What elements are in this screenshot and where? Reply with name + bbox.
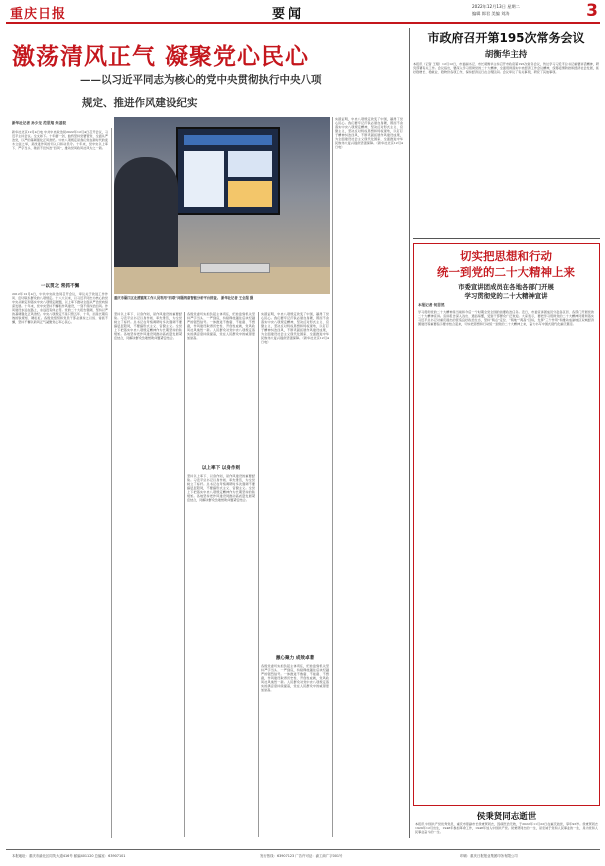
- headline-subtitle-1: ——以习近平同志为核心的党中央贯彻执行中央八项: [80, 74, 322, 86]
- news-photo: [114, 117, 330, 294]
- photo-caption: 重庆市綦江区北渡镇某工作人员利用“四联”问题线索智能分析平台排查。 新华社记者 王全超 摄: [114, 296, 254, 300]
- main-col4-text-a: 实践证明，中央八项规定改变了中国，赢得了党心民心。我们要牢记打铁必须自身硬，锲而不舍落实中央八项规定精神，坚决反对形式主义、官僚主义，坚决反对特权思想和特权现象，以钉钉子精神纠治四风，不断巩固拓展作风建设成果，为全面建设社会主义现代化国家、全面推进中华民族伟大复兴提供坚强保障。（新华社北京12月4日电）: [261, 312, 329, 345]
- main-byline: 新华社记者 孙少龙 范思翔 朱基钗: [12, 121, 67, 125]
- footer-middle: 发行热线：63907123 广告许可证：渝工商广字001号: [260, 854, 343, 858]
- article2-subtitle: 胡衡华主持: [484, 50, 528, 60]
- article3-body: 学习贯彻党的二十大精神是当前和今后一个时期全党全国的首要政治任务。近日，市委宣讲团成员分赴各区县、各部门开展党的二十大精神宣讲。宣讲报告深入浅出、通俗易懂，受到干部群众广泛欢迎。大家表示，要把学习贯彻党的二十大精神同贯彻落实习近平总书记对重庆提出的营造良好政治生态，坚持“两点”定位、“两地”“两高”目标，发挥“三个作用”和推动成渝地区双城经济圈建设等重要指示要求结合起来，切实把思想和行动统一到党的二十大精神上来，奋力书写中国式现代化重庆篇章。: [418, 310, 594, 327]
- article3-title-line1: 切实把思想和行动: [460, 249, 552, 263]
- masthead-date: 2022年12月13日 星期二: [472, 4, 520, 9]
- article3-subtitle-line2: 学习贯彻党的二十大精神宣讲: [464, 292, 548, 300]
- main-section-heading-2: 以上率下 以身作则: [201, 466, 241, 471]
- article3-title-line2: 统一到党的二十大精神上来: [437, 265, 575, 279]
- article4-title: 侯秉贤同志逝世: [476, 812, 537, 822]
- article4-body: 本报讯 中国共产党优秀党员，重庆市原副市长侯秉贤同志，因病医治无效，于2022年11月22日在重庆逝世，享年93岁。侯秉贤同志1929年12月出生，1948年参加革命工作，1948年加入中国共产党。侯秉贤同志的一生，是忠诚于党和人民事业的一生，是为党和人民事业奋斗的一生。: [415, 822, 598, 835]
- footer-right: 印刷：重庆日报报业集团印务有限公司: [460, 854, 518, 858]
- col-divider-1: [111, 128, 112, 838]
- article3-box: [413, 243, 600, 806]
- masthead-editors: 编辑 郎君 美编 刘涛: [472, 11, 510, 16]
- article2-title: 市政府召开第195次常务会议: [427, 31, 585, 45]
- main-col4-text-b: 各级党委切实担负起主体责任，纪检监察机关坚持严字当头、一严到底，持续释放越往后执纪越严的强烈信号。一体推进不敢腐、不能腐、不想腐，作风建设取得历史性、开创性成就，党风政风社风焕然一新。人民群众对党中央八项规定落实的满意度持续提高，党在人民群众中的威望更加崇高。: [261, 664, 329, 693]
- col-divider-3: [258, 312, 259, 837]
- article3-byline: 本报记者 何思然: [418, 303, 445, 307]
- photo-keyboard: [200, 263, 270, 273]
- masthead: [0, 0, 605, 24]
- newspaper-logo: 重庆日报: [10, 7, 67, 22]
- main-section-heading-3: 激心聚力 成效卓著: [275, 656, 315, 661]
- footer-left: 本报地址：重庆市渝北区同茂大道416号 邮编401120 总编室：63907101: [12, 854, 126, 858]
- masthead-rule: [6, 22, 600, 24]
- main-headline: 激荡清风正气 凝聚党心民心: [12, 44, 310, 70]
- article2-body: 本报讯（记者 王翔）12月12日，市委副书记、市长胡衡华主持召开市政府第195次常务会议，传达学习习近平总书记重要讲话精神，研究部署有关工作。会议指出，要深入学习贯彻党的二十大精神，全面贯彻落实中央经济工作会议精神，统筹疫情防控和经济社会发展，抓好稳增长、稳就业、稳物价各项工作，保持经济运行在合理区间。会议审议了有关事项，研究了其他事项。: [413, 62, 599, 75]
- article4-box: [413, 810, 600, 840]
- main-col1-text: 2012年12月4日，中共中央政治局召开会议，审议关于改进工作作风、密切联系群众的八项规定。十八大以来，以习近平同志为核心的党中央从制定和落实中央八项规定破题，以上率下推动全面从严治党向纵深发展。十年来，党中央坚持不懈抓作风建设，一刻不停纠治四风。作风建设永远在路上，永远没有休止符。党的二十大报告强调，坚持以严的基调强化正风肃纪。中央八项规定不是只管五年、十年，而是长期有效的铁规矩、硬杠杠。各级党组织和党员干部必须持之以恒、常抓不懈，坚持不懈以新风正气凝聚党心军心民心。: [12, 292, 108, 325]
- main-col5-text: 实践证明，中央八项规定改变了中国，赢得了党心民心。我们要牢记打铁必须自身硬，锲而不舍落实中央八项规定精神，坚决反对形式主义、官僚主义，坚决反对特权思想和特权现象，以钉钉子精神纠治四风，不断巩固拓展作风建设成果，为全面建设社会主义现代化国家、全面推进中华民族伟大复兴提供坚强保障。（新华社北京12月4日电）: [335, 117, 403, 150]
- photo-monitor: [176, 127, 280, 215]
- col-divider-4: [332, 117, 333, 837]
- main-col2-text: 坚持以上率下、以身作则，是作风建设的重要经验。习近平总书记以身作则、率先垂范，为全党树立了标杆。总书记在考察调研时多次强调不要搞层层陪同，不要搞形式主义、官僚主义。全党上下把落实中央八项规定精神作为长期坚持的铁规矩。各地坚持把作风建设同推动高质量发展紧密结合，同解决群众急难愁盼问题紧密结合。: [114, 312, 182, 341]
- main-section-heading-1: 一以贯之 常抓不懈: [40, 284, 80, 289]
- main-col3-text-a: 各级党委切实担负起主体责任，纪检监察机关坚持严字当头、一严到底，持续释放越往后执纪越严的强烈信号。一体推进不敢腐、不能腐、不想腐，作风建设取得历史性、开创性成就，党风政风社风焕然一新。人民群众对党中央八项规定落实的满意度持续提高，党在人民群众中的威望更加崇高。: [187, 312, 255, 341]
- page-number-badge: 3: [586, 1, 598, 21]
- col-divider-2: [184, 312, 185, 837]
- footer-rule: [6, 849, 600, 850]
- article2-bottom-rule: [413, 238, 600, 239]
- section-name: 要闻: [272, 7, 305, 22]
- page-divider: [409, 28, 410, 838]
- main-col3-text-b: 坚持以上率下、以身作则，是作风建设的重要经验。习近平总书记以身作则、率先垂范，为全党树立了标杆。总书记在考察调研时多次强调不要搞层层陪同，不要搞形式主义、官僚主义。全党上下把落实中央八项规定精神作为长期坚持的铁规矩。各地坚持把作风建设同推动高质量发展紧密结合，同解决群众急难愁盼问题紧密结合。: [187, 474, 255, 503]
- headline-subtitle-2: 规定、推进作风建设纪实: [82, 97, 198, 109]
- article3-subtitle-line1: 市委宣讲团成员在各地各部门开展: [458, 283, 554, 291]
- main-intro: 新华社北京12月4日电 中共中央政治局2022年12月4日召开会议，习近平主持会议。全文如下。十年磨一剑，始终坚持党要管党、全面从严治党，以严的基调强化正风肃纪。中央八项规定是我们党在新时代的徙木立信之举，是改进作风的切入口和动员令。十年来，党中央以上率下、严字当头、驰而不息纠治“四风”，推动党风政风社风为之一新。: [12, 130, 108, 151]
